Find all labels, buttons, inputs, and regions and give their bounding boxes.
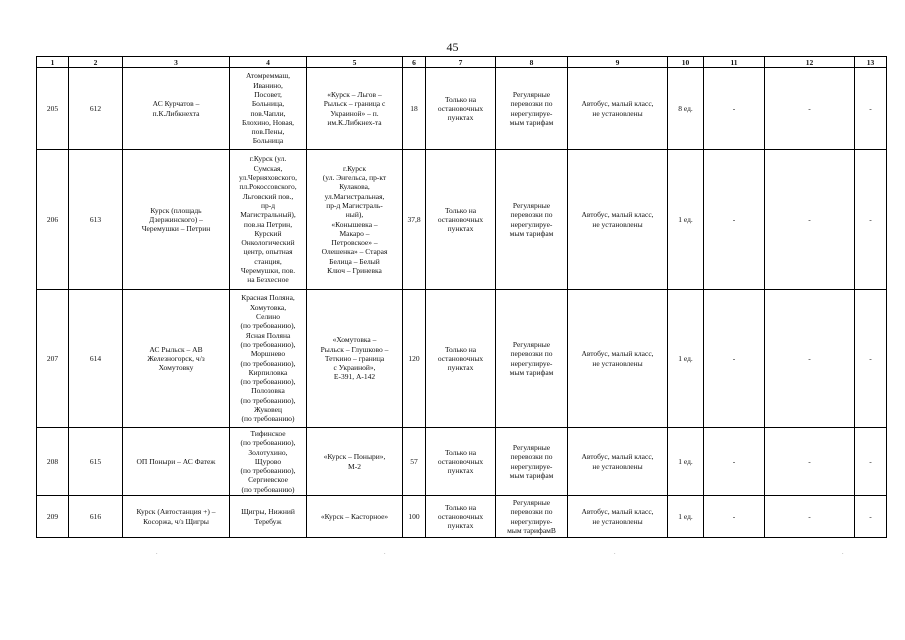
scan-speck: · [156, 552, 158, 557]
column-header: 7 [426, 57, 496, 68]
column-12-value: - [765, 68, 855, 150]
scan-speck: · [614, 552, 616, 557]
row-number: 205 [37, 68, 69, 150]
table-row [37, 150, 887, 290]
route-length: 120 [403, 290, 426, 428]
intermediate-stops: Красная Поляна, Хомутовка, Селино (по требованию), Ясная Поляна (по требованию), Моршнево (по требованию), Кирпиловка (по требованию), Полозовка (по требованию), Жуковец (по требованию) [230, 290, 307, 428]
table-row [37, 68, 887, 150]
column-13-value: - [855, 68, 887, 150]
column-header: 11 [704, 57, 765, 68]
route-name: Курск (площадь Дзержинского) – Черемушки – Петрин [123, 150, 230, 290]
column-header: 2 [69, 57, 123, 68]
column-13-value: - [855, 428, 887, 496]
intermediate-stops: Щигры, Нижний Теребуж [230, 496, 307, 538]
route-streets: «Курск – Льгов – Рыльск – граница с Украиной» – п. им.К.Либкнех-та [307, 68, 403, 150]
routes-table [36, 56, 887, 538]
route-number: 615 [69, 428, 123, 496]
column-13-value: - [855, 150, 887, 290]
route-streets: «Курск – Поныри», М-2 [307, 428, 403, 496]
column-13-value: - [855, 496, 887, 538]
vehicle-class: Автобус, малый класс, не установлены [568, 150, 668, 290]
scan-speck: · [842, 552, 844, 557]
column-12-value: - [765, 428, 855, 496]
column-header: 8 [496, 57, 568, 68]
column-12-value: - [765, 496, 855, 538]
row-number: 209 [37, 496, 69, 538]
vehicle-count: 1 ед. [668, 428, 704, 496]
column-12-value: - [765, 290, 855, 428]
route-length: 37,8 [403, 150, 426, 290]
table-row [37, 428, 887, 496]
boarding-order: Только на остановочных пунктах [426, 428, 496, 496]
route-length: 18 [403, 68, 426, 150]
column-header: 9 [568, 57, 668, 68]
column-header: 12 [765, 57, 855, 68]
boarding-order: Только на остановочных пунктах [426, 496, 496, 538]
transport-type: Регулярные перевозки по нерегулируе- мым тарифам [496, 68, 568, 150]
boarding-order: Только на остановочных пунктах [426, 290, 496, 428]
header-row [37, 57, 887, 68]
table-row [37, 290, 887, 428]
scan-speck: · [384, 552, 386, 557]
column-11-value: - [704, 428, 765, 496]
intermediate-stops: Тифинское (по требованию), Золотухино, Щурово (по требованию), Сергиевское (по требованию) [230, 428, 307, 496]
boarding-order: Только на остановочных пунктах [426, 150, 496, 290]
route-length: 100 [403, 496, 426, 538]
table-row [37, 496, 887, 538]
route-number: 616 [69, 496, 123, 538]
boarding-order: Только на остановочных пунктах [426, 68, 496, 150]
vehicle-class: Автобус, малый класс, не установлены [568, 290, 668, 428]
transport-type: Регулярные перевозки по нерегулируе- мым тарифам [496, 290, 568, 428]
route-number: 612 [69, 68, 123, 150]
column-header: 4 [230, 57, 307, 68]
vehicle-count: 8 ед. [668, 68, 704, 150]
column-header: 5 [307, 57, 403, 68]
route-name: АС Рыльск – АВ Железногорск, ч/з Хомутовку [123, 290, 230, 428]
route-streets: г.Курск (ул. Энгельса, пр-кт Кулакова, ул.Магистральная, пр-д Магистраль- ный), «Конышевка – Макаро – Петровское» – Олешенка» – Старая Белица – Белый Ключ – Гриневка [307, 150, 403, 290]
vehicle-class: Автобус, малый класс, не установлены [568, 68, 668, 150]
column-11-value: - [704, 150, 765, 290]
row-number: 206 [37, 150, 69, 290]
row-number: 207 [37, 290, 69, 428]
route-name: Курск (Автостанция +) – Косоржа, ч/з Щигры [123, 496, 230, 538]
route-name: ОП Поныри – АС Фатеж [123, 428, 230, 496]
column-header: 1 [37, 57, 69, 68]
column-11-value: - [704, 68, 765, 150]
transport-type: Регулярные перевозки по нерегулируе- мым тарифам [496, 428, 568, 496]
route-number: 613 [69, 150, 123, 290]
vehicle-class: Автобус, малый класс, не установлены [568, 496, 668, 538]
column-header: 6 [403, 57, 426, 68]
intermediate-stops: г.Курск (ул. Сумская, ул.Черняховского, пл.Рокоссовского, Льговский пов., пр-д Магистральный), пов.на Петрин, Курский Онкологический центр, опытная станция, Черемушки, пов. на Безхесное [230, 150, 307, 290]
column-12-value: - [765, 150, 855, 290]
route-length: 57 [403, 428, 426, 496]
vehicle-count: 1 ед. [668, 290, 704, 428]
vehicle-class: Автобус, малый класс, не установлены [568, 428, 668, 496]
route-number: 614 [69, 290, 123, 428]
vehicle-count: 1 ед. [668, 150, 704, 290]
column-header: 3 [123, 57, 230, 68]
intermediate-stops: Атомреммаш, Иванино, Посовет, Больница, пов.Чапли, Блохино, Новая, пов.Пены, Больница [230, 68, 307, 150]
column-13-value: - [855, 290, 887, 428]
route-streets: «Хомутовка – Рыльск – Глушково – Теткино – граница с Украиной», Е-391, А-142 [307, 290, 403, 428]
column-header: 10 [668, 57, 704, 68]
row-number: 208 [37, 428, 69, 496]
page-number: 45 [446, 40, 459, 54]
transport-type: Регулярные перевозки по нерегулируе- мым тарифам [496, 150, 568, 290]
column-11-value: - [704, 496, 765, 538]
scan-marks [0, 552, 905, 558]
column-11-value: - [704, 290, 765, 428]
vehicle-count: 1 ед. [668, 496, 704, 538]
route-name: АС Курчатов – п.К.Либкнехта [123, 68, 230, 150]
route-streets: «Курск – Касторное» [307, 496, 403, 538]
transport-type: Регулярные перевозки по нерегулируе- мым тарифамВ [496, 496, 568, 538]
column-header: 13 [855, 57, 887, 68]
